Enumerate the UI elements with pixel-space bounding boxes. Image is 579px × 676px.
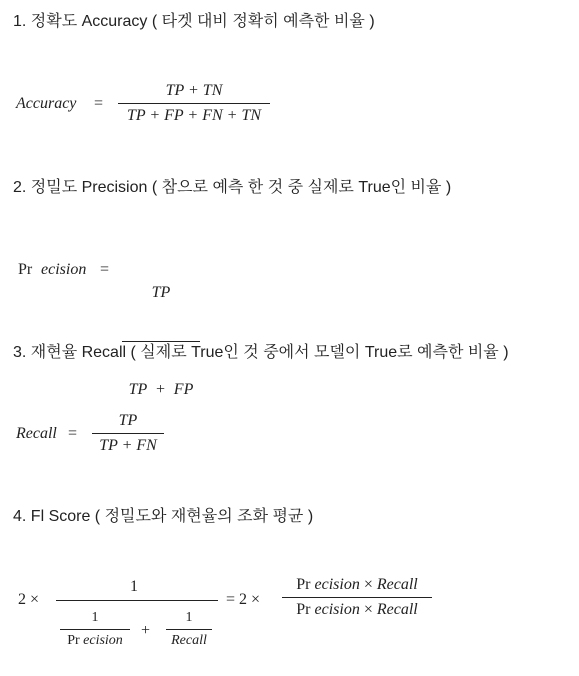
precision-formula <box>18 248 218 398</box>
section-1-heading: 1. 정확도 Accuracy ( 타겟 대비 정확히 예측한 비율 ) <box>13 13 375 30</box>
precision-equals: = <box>100 261 110 278</box>
f1-right-den-upright: Pr <box>296 601 311 618</box>
precision-lhs-upright: Pr <box>18 261 33 278</box>
f1-formula <box>18 576 448 656</box>
recall-fraction <box>92 412 164 455</box>
section-4-heading: 4. Fl Score ( 정밀도와 재현율의 조화 평균 ) <box>13 508 314 525</box>
f1-coefficient: 2 × <box>18 591 40 608</box>
section-2-heading: 2. 정밀도 Precision ( 참으로 예측 한 것 중 실제로 True인 비율 ) <box>13 179 452 196</box>
f1-right-num-recall: Recall <box>376 576 418 593</box>
f1-outer-fraction-bar <box>56 600 218 601</box>
recall-lhs: Recall <box>16 425 57 442</box>
f1-equals-two-times: = 2 × <box>226 591 261 608</box>
precision-denominator: TP + FP <box>128 381 194 398</box>
f1-inner-right-fraction <box>166 610 212 649</box>
f1-right-num-italic: ecision <box>314 576 360 593</box>
f1-inner-left-fraction <box>60 610 130 649</box>
accuracy-numerator: TP + TN <box>165 82 223 99</box>
f1-inner-left-den-upright: Pr <box>67 633 80 648</box>
f1-right-num-upright: Pr <box>296 576 311 593</box>
accuracy-lhs: Accuracy <box>16 95 77 112</box>
f1-right-den-times: × <box>363 601 373 618</box>
f1-outer-numerator: 1 <box>130 578 138 595</box>
f1-inner-right-denominator: Recall <box>171 633 207 648</box>
f1-right-den-recall: Recall <box>376 601 418 618</box>
f1-inner-left-den-italic: ecision <box>83 633 123 648</box>
section-3-heading: 3. 재현율 Recall ( 실제로 True인 것 중에서 모델이 True로 예측한 비율 ) <box>13 344 509 361</box>
accuracy-fraction <box>118 82 270 125</box>
f1-inner-right-numerator: 1 <box>185 610 193 625</box>
recall-equals: = <box>68 425 78 442</box>
f1-right-numerator <box>282 576 432 597</box>
f1-plus: + <box>141 622 151 639</box>
f1-right-den-italic: ecision <box>314 601 360 618</box>
recall-formula <box>16 412 186 462</box>
f1-right-num-times: × <box>363 576 373 593</box>
accuracy-denominator: TP + FP + FN + TN <box>126 107 262 124</box>
recall-denominator: TP + FN <box>99 437 157 454</box>
f1-right-denominator <box>282 598 432 619</box>
accuracy-formula <box>16 82 286 132</box>
accuracy-equals: = <box>94 95 104 112</box>
f1-inner-left-numerator: 1 <box>91 610 99 625</box>
f1-right-fraction <box>282 576 432 619</box>
f1-inner-left-denominator <box>60 630 130 649</box>
precision-lhs-italic: ecision <box>41 261 87 278</box>
precision-numerator: TP <box>151 284 171 301</box>
recall-numerator: TP <box>118 412 138 429</box>
